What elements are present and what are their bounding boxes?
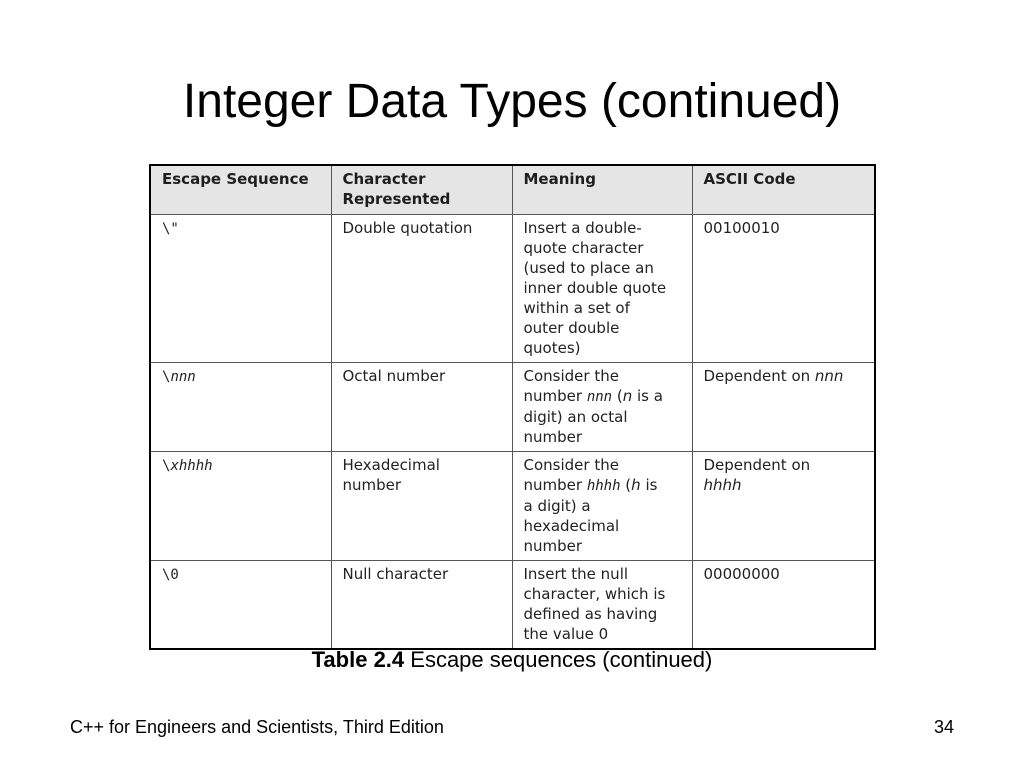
meaning-variable: hhhh [586, 478, 621, 494]
meaning-cell [512, 363, 692, 452]
ascii-text: Dependent on [703, 367, 815, 385]
meaning-text: ( [612, 387, 623, 405]
ascii-cell: 00100010 [692, 215, 875, 363]
escape-variable: xhhhh [170, 458, 213, 474]
table-row [150, 561, 875, 650]
meaning-text: ( [620, 476, 632, 494]
table-row [150, 363, 875, 452]
meaning-cell: Insert the null character, which is defined as having the value 0 [512, 561, 692, 650]
character-cell: Hexadecimal number [331, 452, 512, 561]
escape-cell [150, 561, 331, 650]
escape-cell [150, 215, 331, 363]
escape-prefix: \ [162, 369, 171, 385]
character-cell: Double quotation [331, 215, 512, 363]
meaning-italic: h [631, 476, 641, 494]
caption-text: Escape sequences (continued) [404, 647, 713, 672]
meaning-variable: nnn [586, 389, 613, 405]
escape-code: \" [162, 221, 179, 237]
meaning-cell: Insert a double- quote character (used to place an inner double quote within a set of outer double quotes) [512, 215, 692, 363]
meaning-text: is a digit) an octal number [523, 387, 663, 446]
ascii-cell [692, 363, 875, 452]
meaning-text: Consider the number [523, 456, 619, 494]
escape-cell [150, 452, 331, 561]
escape-sequence-table [149, 164, 876, 650]
table-caption [0, 646, 1024, 674]
meaning-italic: n [622, 387, 633, 405]
header-character-represented: Character Represented [331, 165, 512, 215]
table-row [150, 215, 875, 363]
slide-title: Integer Data Types (continued) [182, 75, 842, 128]
escape-sequence-table-container [149, 164, 874, 650]
meaning-cell [512, 452, 692, 561]
header-ascii-code: ASCII Code [692, 165, 875, 215]
header-meaning: Meaning [512, 165, 692, 215]
meaning-text: is a digit) a hexadecimal number [523, 476, 658, 555]
character-cell: Null character [331, 561, 512, 650]
header-escape-sequence: Escape Sequence [150, 165, 331, 215]
table-row [150, 452, 875, 561]
escape-variable: nnn [170, 369, 196, 385]
table-header-row [150, 165, 875, 215]
footer-book-title: C++ for Engineers and Scientists, Third Edition [70, 717, 444, 737]
ascii-italic: nnn [814, 367, 844, 385]
escape-cell [150, 363, 331, 452]
ascii-italic: hhhh [703, 476, 742, 494]
escape-code: \0 [162, 567, 179, 583]
caption-label: Table 2.4 [311, 647, 405, 672]
ascii-cell [692, 452, 875, 561]
character-cell: Octal number [331, 363, 512, 452]
meaning-text: Consider the number [523, 367, 619, 405]
escape-prefix: \ [162, 458, 171, 474]
ascii-cell: 00000000 [692, 561, 875, 650]
ascii-text: Dependent on [703, 456, 811, 474]
footer-page-number: 34 [933, 717, 954, 737]
